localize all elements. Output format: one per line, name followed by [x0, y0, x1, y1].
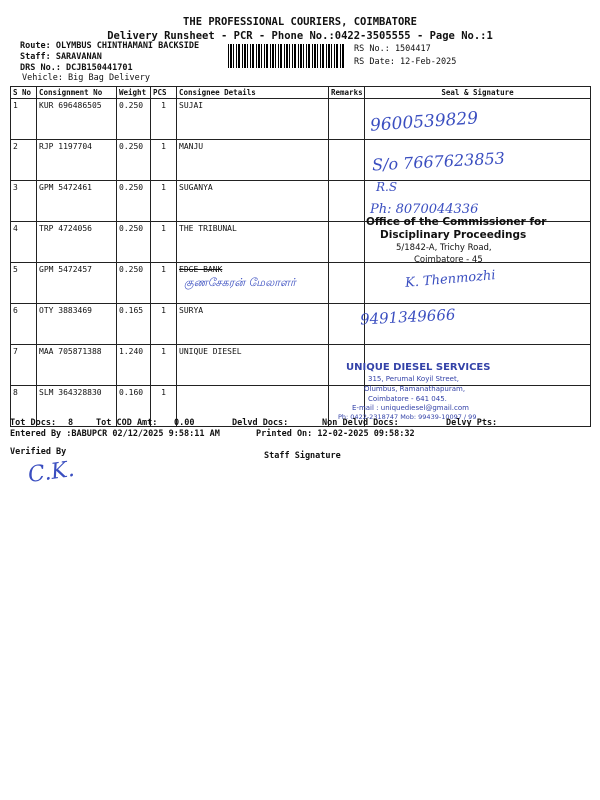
tot-docs-value: 8 — [68, 418, 74, 428]
cell-weight: 1.240 — [117, 345, 151, 386]
cell-pcs: 1 — [151, 345, 177, 386]
office-stamp-line-2: Disciplinary Proceedings — [380, 229, 527, 241]
cell-weight: 0.250 — [117, 140, 151, 181]
cell-consignment: KUR 696486505 — [37, 99, 117, 140]
cell-consignee: THE TRIBUNAL — [177, 222, 329, 263]
header-pcs: PCS — [151, 87, 177, 99]
header-consignee: Consignee Details — [177, 87, 329, 99]
cell-sno: 7 — [11, 345, 37, 386]
route-text: Route: OLYMBUS CHINTHAMANI BACKSIDE — [20, 41, 200, 51]
table-row — [11, 99, 591, 140]
cell-pcs: 1 — [151, 99, 177, 140]
signature-row-5-tamil: குணசேகரன் மேலாளர் — [184, 276, 296, 289]
cell-pcs: 1 — [151, 304, 177, 345]
signature-row-3a: R.S — [376, 180, 398, 194]
signature-row-5: K. Thenmozhi — [404, 268, 497, 291]
staff-signature-label: Staff Signature — [264, 451, 341, 461]
vehicle-text: Vehicle: Big Bag Delivery — [22, 73, 150, 83]
barcode-image — [228, 44, 344, 68]
office-stamp-line-4: Coimbatore - 45 — [414, 255, 483, 265]
delvd-docs-label: Delvd Docs: — [232, 418, 289, 428]
diesel-stamp-line-6: Ph: 0422-2318747 Mob: 99439-10097 / 99 — [338, 413, 477, 421]
cell-consignment: RJP 1197704 — [37, 140, 117, 181]
cell-consignment: MAA 705871388 — [37, 345, 117, 386]
table-row — [11, 304, 591, 345]
table-row — [11, 263, 591, 304]
entered-by-text: Entered By :BABUPCR 02/12/2025 9:58:11 AM — [10, 429, 220, 439]
cell-weight: 0.160 — [117, 386, 151, 427]
signature-row-3b: Ph: 8070044336 — [370, 202, 479, 217]
header-signature: Seal & Signature — [365, 87, 591, 99]
cell-sno: 1 — [11, 99, 37, 140]
runsheet-table — [10, 86, 591, 427]
cell-weight: 0.250 — [117, 222, 151, 263]
cell-weight: 0.250 — [117, 263, 151, 304]
cell-weight: 0.250 — [117, 181, 151, 222]
cell-sno: 8 — [11, 386, 37, 427]
tot-docs-label: Tot Docs: — [10, 418, 57, 428]
header-consignment: Consignment No — [37, 87, 117, 99]
cell-consignment: TRP 4724056 — [37, 222, 117, 263]
cell-pcs: 1 — [151, 386, 177, 427]
diesel-stamp-line-5: E-mail : uniquediesel@gmail.com — [352, 404, 469, 412]
signature-row-6: 9491349666 — [359, 305, 456, 329]
cell-pcs: 1 — [151, 222, 177, 263]
cell-sno: 3 — [11, 181, 37, 222]
cell-consignee: EDGE BANK — [177, 263, 329, 304]
delvy-pts-label: Delvy Pts: — [446, 418, 498, 428]
cell-remarks — [329, 222, 365, 263]
staff-text: Staff: SARAVANAN — [20, 52, 102, 62]
office-stamp-line-3: 5/1842-A, Trichy Road, — [396, 243, 492, 253]
rs-number: RS No.: 1504417 — [354, 44, 431, 54]
cell-pcs: 1 — [151, 263, 177, 304]
office-stamp-line-1: Office of the Commissioner for — [366, 216, 547, 228]
diesel-stamp-line-1: UNIQUE DIESEL SERVICES — [346, 362, 491, 373]
rs-date: RS Date: 12-Feb-2025 — [354, 57, 457, 67]
document-title: THE PROFESSIONAL COURIERS, COIMBATORE — [183, 16, 417, 28]
cell-consignment: SLM 364328830 — [37, 386, 117, 427]
cell-consignee: UNIQUE DIESEL — [177, 345, 329, 386]
diesel-stamp-line-4: Coimbatore - 641 045. — [368, 395, 447, 403]
cell-consignment: OTY 3883469 — [37, 304, 117, 345]
cell-sno: 4 — [11, 222, 37, 263]
diesel-stamp-line-3: Olumbus, Ramanathapuram, — [364, 385, 466, 393]
header-remarks: Remarks — [329, 87, 365, 99]
cell-weight: 0.165 — [117, 304, 151, 345]
table-row — [11, 345, 591, 386]
cell-pcs: 1 — [151, 140, 177, 181]
non-delvd-docs-label: Non Delvd Docs: — [322, 418, 399, 428]
printed-on-text: Printed On: 12-02-2025 09:58:32 — [256, 429, 415, 439]
cell-consignee: SUGANYA — [177, 181, 329, 222]
signature-row-2: S/o 7667623853 — [371, 148, 506, 175]
cell-remarks — [329, 140, 365, 181]
cell-consignment: GPM 5472461 — [37, 181, 117, 222]
verified-signature: C.K. — [26, 456, 76, 489]
cell-consignee: SURYA — [177, 304, 329, 345]
cell-remarks — [329, 181, 365, 222]
cell-consignment: GPM 5472457 — [37, 263, 117, 304]
cell-consignee: MANJU — [177, 140, 329, 181]
document-subtitle: Delivery Runsheet - PCR - Phone No.:0422-3505555 - Page No.:1 — [107, 30, 493, 42]
cell-sno: 5 — [11, 263, 37, 304]
table-header-row — [11, 87, 591, 99]
tot-cod-value: 0.00 — [174, 418, 195, 428]
tot-cod-label: Tot COD Amt: — [96, 418, 158, 428]
signature-row-1: 9600539829 — [369, 108, 479, 136]
header-weight: Weight — [117, 87, 151, 99]
cell-sno: 6 — [11, 304, 37, 345]
cell-consignee: SUJAI — [177, 99, 329, 140]
header-sno: S No — [11, 87, 37, 99]
verified-by-label: Verified By — [10, 447, 67, 457]
cell-remarks — [329, 263, 365, 304]
drs-number: DRS No.: DCJB150441701 — [20, 63, 133, 73]
cell-remarks — [329, 99, 365, 140]
diesel-stamp-line-2: 315, Perumal Koyil Street, — [368, 375, 459, 383]
cell-weight: 0.250 — [117, 99, 151, 140]
cell-sno: 2 — [11, 140, 37, 181]
cell-pcs: 1 — [151, 181, 177, 222]
